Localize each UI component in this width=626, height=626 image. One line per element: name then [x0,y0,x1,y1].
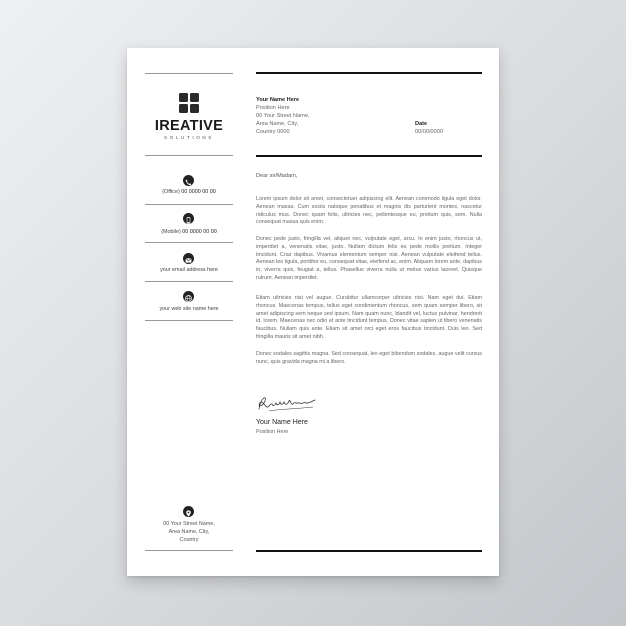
paragraph: Donec pede justo, fringilla vel, aliquet nec, vulputate eget, arcu. In enim justo, rhoncus ut, imperdiet a, venenatis vitae, justo. Nullam dictum felis eu pede mollis pretium. Integer tincidunt. Cras dapibus. Vivamus elementum semper nisi. Aenean vulputate eleifend tellus. Aenean leo ligula, porttitor eu, consequat vitae, eleifend ac, enim. Aliquam lorem ante, dapibus in, viverra quis, feugiat a, tellus. Phasellus viverra nulla ut metus varius laoreet. Quisque rutrum. Aenean imperdiet. [256,236,482,281]
paragraph: Etiam ultricies nisi vel augue. Curabitur ullamcorper ultricies nisi. Nam eget dui. Etiam rhoncus. Maecenas tempus, tellus eget condimentum rhoncus, sem quam semper libero, sit amet adipiscing sem neque sed ipsum. Nam quam nunc, blandit vel, luctus pulvinar, hendrerit id, lorem. Maecenas nec odio et ante tincidunt tempus. Donec vitae sapien ut libero venenatis faucibus. Nullam quis ante. Etiam sit amet orci eget eros faucibus tincidunt. Duis leo. Sed fringilla mauris sit amet nibh. [256,295,482,340]
recipient-position: Position Here [256,105,290,111]
office-label: (Office) [162,189,180,195]
brand-name: IREATIVE [154,118,224,134]
paragraph: Lorem ipsum dolor sit amet, consectetuer adipiscing elit. Aenean commodo ligula eget dolor. Aenean massa. Cum sociis natoque penatibus et magnis dis parturient montes, nascetur ridiculus mus. Donec quam felis, ultricies nec, pellentesque eu, pretium quis, sem. Nulla consequat massa quis enim. [256,196,482,226]
signature-scribble [255,392,325,421]
sidebar-rule [145,204,233,205]
mobile-label: (Mobile) [161,229,181,235]
signer-position: Position Here [256,429,289,435]
sidebar-top-rule [145,73,233,74]
sidebar-bottom-rule [145,550,233,551]
office-number: 00 0000 00 00 [181,189,216,195]
address-line-1: 00 Your Street Name, [163,521,215,527]
address-line-2: Area Name, City, [168,529,210,535]
address-line-3: Country [179,537,199,543]
email-address: your email address here [160,267,218,273]
header-bottom-rule [256,155,482,157]
website: your web site name here [159,306,219,312]
mobile-phone [127,229,251,235]
logo-grid-icon [179,93,199,113]
footer-address [127,520,251,544]
sidebar-rule [145,242,233,243]
footer-rule [256,550,482,552]
recipient-street: 00 Your Street Name, [256,113,310,119]
sidebar-rule [145,320,233,321]
recipient-country: Country 0000 [256,129,290,135]
date-label: Date [415,121,428,127]
date-value: 00/00/0000 [415,129,443,135]
mobile-number: 00 0000 00 00 [182,229,217,235]
email-icon [183,253,194,264]
recipient-name: Your Name Here [256,97,300,103]
header-top-rule [256,72,482,74]
brand-tagline: SOLUTIONS [164,135,214,140]
date-block [415,120,443,136]
salutation: Dear sir/Madam, [256,173,298,179]
letterhead-page [127,48,499,576]
sidebar-rule [145,281,233,282]
phone-icon [183,175,194,186]
sidebar-rule [145,155,233,156]
recipient-block [256,96,309,136]
mobile-icon [183,213,194,224]
office-phone [127,189,251,195]
signer-name: Your Name Here [256,419,308,426]
paragraph: Donec sodales sagittis magna. Sed consequat, leo eget bibendum sodales, augue velit cursus nunc, quis gravida magna mi a libero. [256,351,482,365]
recipient-area: Area Name, City, [256,121,299,127]
location-pin-icon [183,506,194,517]
globe-icon [183,291,194,302]
